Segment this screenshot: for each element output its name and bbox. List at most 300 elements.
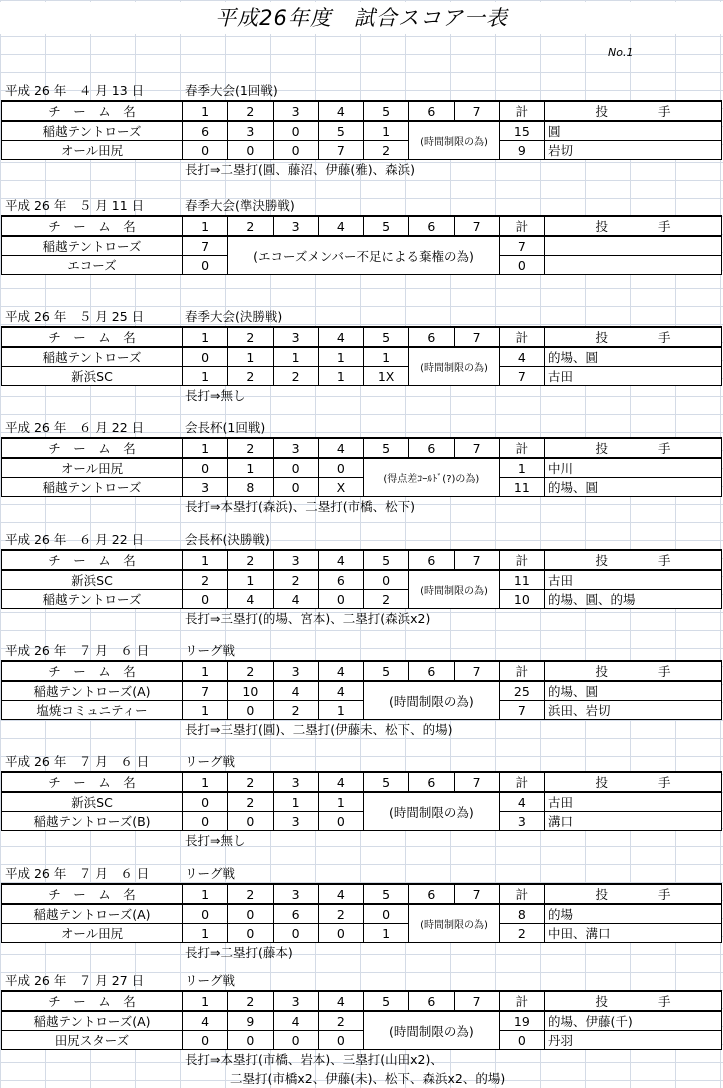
total-runs: 11 xyxy=(499,570,544,590)
inning-score: 6 xyxy=(183,121,228,141)
header-inning: 4 xyxy=(318,327,363,347)
header-total: 計 xyxy=(499,884,544,904)
header-inning: 1 xyxy=(183,772,228,792)
header-inning: 7 xyxy=(454,438,499,458)
header-inning: 7 xyxy=(454,991,499,1011)
inning-score: 0 xyxy=(183,1031,228,1050)
team-name: 稲越テントローズ xyxy=(2,590,183,609)
score-table xyxy=(1,771,722,831)
game-header xyxy=(0,971,723,990)
score-header-row xyxy=(2,991,722,1011)
game-block xyxy=(0,971,723,1088)
score-row xyxy=(2,121,722,141)
inning-score: 1 xyxy=(273,792,318,812)
header-inning: 3 xyxy=(273,216,318,236)
game-header xyxy=(0,530,723,549)
pitchers: 的場、圓 xyxy=(545,347,722,367)
header-inning: 5 xyxy=(364,661,409,681)
header-inning: 3 xyxy=(273,772,318,792)
inning-score: 1 xyxy=(364,924,409,943)
pitchers: 浜田、岩切 xyxy=(545,701,722,720)
score-table xyxy=(1,215,722,275)
header-inning: 7 xyxy=(454,661,499,681)
header-inning: 4 xyxy=(318,438,363,458)
inning-score: 0 xyxy=(318,924,363,943)
inning-score: 0 xyxy=(183,347,228,367)
score-row xyxy=(2,681,722,701)
header-total: 計 xyxy=(499,991,544,1011)
game-note: (時間制限の為) xyxy=(409,121,500,160)
game-date: 平成 26 年 ４ 月 13 日 xyxy=(5,83,145,98)
header-inning: 1 xyxy=(183,101,228,121)
inning-score: 1X xyxy=(364,367,409,386)
header-inning: 5 xyxy=(364,991,409,1011)
pitchers: 圓 xyxy=(545,121,722,141)
inning-score: 0 xyxy=(273,1031,318,1050)
team-name: 新浜SC xyxy=(2,792,183,812)
header-inning: 1 xyxy=(183,884,228,904)
header-total: 計 xyxy=(499,772,544,792)
header-pitcher: 投 手 xyxy=(545,216,722,236)
total-runs: 0 xyxy=(499,1031,544,1050)
team-name: 新浜SC xyxy=(2,570,183,590)
score-row xyxy=(2,924,722,943)
inning-score: 4 xyxy=(318,681,363,701)
inning-score: 2 xyxy=(273,367,318,386)
header-inning: 5 xyxy=(364,772,409,792)
extra-base-hits: 長打⇒無し xyxy=(185,833,246,848)
extra-base-hits xyxy=(0,275,723,294)
game-block xyxy=(0,530,723,628)
header-inning: 2 xyxy=(228,991,273,1011)
header-inning: 5 xyxy=(364,884,409,904)
header-inning: 6 xyxy=(409,101,454,121)
inning-score: 7 xyxy=(183,236,228,256)
inning-score: 3 xyxy=(228,121,273,141)
inning-score: 4 xyxy=(273,590,318,609)
inning-score: 1 xyxy=(318,792,363,812)
header-inning: 2 xyxy=(228,438,273,458)
header-inning: 6 xyxy=(409,772,454,792)
score-table xyxy=(1,660,722,720)
game-event: リーグ戦 xyxy=(185,866,236,881)
inning-score: 0 xyxy=(273,458,318,478)
header-inning: 4 xyxy=(318,991,363,1011)
game-block xyxy=(0,752,723,850)
team-name: エコーズ xyxy=(2,256,183,275)
total-runs: 4 xyxy=(499,792,544,812)
inning-score: 4 xyxy=(228,590,273,609)
inning-score: 2 xyxy=(318,904,363,924)
score-row xyxy=(2,1011,722,1031)
header-inning: 6 xyxy=(409,991,454,1011)
total-runs: 19 xyxy=(499,1011,544,1031)
header-inning: 2 xyxy=(228,327,273,347)
header-inning: 4 xyxy=(318,550,363,570)
header-inning: 4 xyxy=(318,884,363,904)
total-runs: 25 xyxy=(499,681,544,701)
header-inning: 2 xyxy=(228,101,273,121)
inning-score: 1 xyxy=(228,570,273,590)
inning-score: 1 xyxy=(183,924,228,943)
inning-score: 1 xyxy=(228,347,273,367)
score-header-row xyxy=(2,550,722,570)
header-pitcher: 投 手 xyxy=(545,991,722,1011)
header-team: チ ー ム 名 xyxy=(2,991,183,1011)
inning-score: 8 xyxy=(228,478,273,497)
score-table xyxy=(1,549,722,609)
header-inning: 3 xyxy=(273,438,318,458)
header-inning: 2 xyxy=(228,661,273,681)
score-row xyxy=(2,478,722,497)
header-inning: 6 xyxy=(409,884,454,904)
header-inning: 5 xyxy=(364,550,409,570)
pitchers: 丹羽 xyxy=(545,1031,722,1050)
header-inning: 2 xyxy=(228,216,273,236)
inning-score: X xyxy=(318,478,363,497)
header-inning: 2 xyxy=(228,772,273,792)
inning-score: 2 xyxy=(183,570,228,590)
game-block xyxy=(0,81,723,179)
total-runs: 0 xyxy=(499,256,544,275)
game-header xyxy=(0,641,723,660)
inning-score: 1 xyxy=(183,701,228,720)
pitchers: 的場、圓 xyxy=(545,478,722,497)
header-inning: 4 xyxy=(318,661,363,681)
header-inning: 4 xyxy=(318,216,363,236)
header-inning: 4 xyxy=(318,772,363,792)
header-total: 計 xyxy=(499,438,544,458)
inning-score: 2 xyxy=(273,701,318,720)
header-team: チ ー ム 名 xyxy=(2,884,183,904)
extra-base-hits: 長打⇒二塁打(藤本) xyxy=(185,945,293,960)
game-date: 平成 26 年 ７ 月 ６ 日 xyxy=(5,643,150,658)
header-team: チ ー ム 名 xyxy=(2,101,183,121)
header-team: チ ー ム 名 xyxy=(2,772,183,792)
inning-score: 3 xyxy=(183,478,228,497)
pitchers xyxy=(545,256,722,275)
header-inning: 3 xyxy=(273,884,318,904)
score-header-row xyxy=(2,101,722,121)
inning-score: 1 xyxy=(364,347,409,367)
game-note: (時間制限の為) xyxy=(409,570,500,609)
header-inning: 2 xyxy=(228,884,273,904)
inning-score: 1 xyxy=(318,367,363,386)
header-team: チ ー ム 名 xyxy=(2,216,183,236)
inning-score: 1 xyxy=(228,458,273,478)
score-header-row xyxy=(2,438,722,458)
page-number: No.1 xyxy=(608,46,634,59)
header-inning: 3 xyxy=(273,550,318,570)
inning-score: 9 xyxy=(228,1011,273,1031)
inning-score: 2 xyxy=(318,1011,363,1031)
header-inning: 7 xyxy=(454,772,499,792)
score-table xyxy=(1,883,722,943)
game-header xyxy=(0,81,723,100)
score-table xyxy=(1,100,722,160)
total-runs: 10 xyxy=(499,590,544,609)
score-header-row xyxy=(2,661,722,681)
header-inning: 6 xyxy=(409,438,454,458)
score-header-row xyxy=(2,884,722,904)
game-date: 平成 26 年 ６ 月 22 日 xyxy=(5,532,145,547)
total-runs: 15 xyxy=(499,121,544,141)
header-inning: 1 xyxy=(183,661,228,681)
header-inning: 7 xyxy=(454,101,499,121)
header-inning: 1 xyxy=(183,216,228,236)
header-team: チ ー ム 名 xyxy=(2,438,183,458)
game-event: 会長杯(決勝戦) xyxy=(185,532,270,547)
extra-base-hits: 長打⇒三塁打(的場、宮本)、二塁打(森浜x2) xyxy=(185,611,431,626)
team-name: オール田尻 xyxy=(2,458,183,478)
inning-score: 0 xyxy=(183,590,228,609)
score-row xyxy=(2,347,722,367)
inning-score: 0 xyxy=(318,812,363,831)
inning-score: 2 xyxy=(273,570,318,590)
pitchers: 古田 xyxy=(545,367,722,386)
game-date: 平成 26 年 ７ 月 27 日 xyxy=(5,973,145,988)
header-inning: 1 xyxy=(183,438,228,458)
game-header xyxy=(0,196,723,215)
pitchers: 岩切 xyxy=(545,141,722,160)
team-name: 稲越テントローズ(A) xyxy=(2,1011,183,1031)
score-table xyxy=(1,326,722,386)
extra-base-hits: 長打⇒無し xyxy=(185,388,246,403)
header-inning: 2 xyxy=(228,550,273,570)
pitchers: 的場、圓、的場 xyxy=(545,590,722,609)
extra-base-hits: 長打⇒本塁打(森浜)、二塁打(市橋、松下) xyxy=(185,499,415,514)
inning-score: 0 xyxy=(183,458,228,478)
game-header xyxy=(0,864,723,883)
inning-score: 0 xyxy=(183,256,228,275)
header-inning: 7 xyxy=(454,216,499,236)
header-pitcher: 投 手 xyxy=(545,772,722,792)
score-table xyxy=(1,990,722,1050)
total-runs: 7 xyxy=(499,236,544,256)
header-inning: 5 xyxy=(364,438,409,458)
team-name: 稲越テントローズ xyxy=(2,478,183,497)
header-inning: 7 xyxy=(454,327,499,347)
game-event: 春季大会(準決勝戦) xyxy=(185,198,295,213)
header-total: 計 xyxy=(499,101,544,121)
header-inning: 5 xyxy=(364,216,409,236)
score-row xyxy=(2,236,722,256)
score-row xyxy=(2,812,722,831)
score-row xyxy=(2,904,722,924)
game-date: 平成 26 年 ５ 月 25 日 xyxy=(5,309,145,324)
game-event: 春季大会(1回戦) xyxy=(185,83,278,98)
inning-score: 10 xyxy=(228,681,273,701)
header-pitcher: 投 手 xyxy=(545,884,722,904)
total-runs: 3 xyxy=(499,812,544,831)
header-inning: 3 xyxy=(273,327,318,347)
game-header xyxy=(0,752,723,771)
inning-score: 6 xyxy=(273,904,318,924)
score-header-row xyxy=(2,216,722,236)
team-name: 稲越テントローズ(A) xyxy=(2,904,183,924)
inning-score: 0 xyxy=(364,904,409,924)
game-note: (時間制限の為) xyxy=(409,904,500,943)
header-total: 計 xyxy=(499,327,544,347)
inning-score: 0 xyxy=(318,458,363,478)
inning-score: 0 xyxy=(183,792,228,812)
header-inning: 5 xyxy=(364,101,409,121)
score-row xyxy=(2,458,722,478)
header-pitcher: 投 手 xyxy=(545,550,722,570)
inning-score: 6 xyxy=(318,570,363,590)
team-name: 稲越テントローズ(B) xyxy=(2,812,183,831)
inning-score: 0 xyxy=(183,141,228,160)
game-date: 平成 26 年 ７ 月 ６ 日 xyxy=(5,754,150,769)
inning-score: 5 xyxy=(318,121,363,141)
total-runs: 7 xyxy=(499,367,544,386)
team-name: 新浜SC xyxy=(2,367,183,386)
game-note: (エコーズメンバー不足による棄権の為) xyxy=(228,236,500,275)
total-runs: 11 xyxy=(499,478,544,497)
game-block xyxy=(0,307,723,405)
game-header xyxy=(0,418,723,437)
inning-score: 0 xyxy=(228,812,273,831)
score-row xyxy=(2,1031,722,1050)
extra-base-hits: 長打⇒二塁打(圓、藤沼、伊藤(雅)、森浜) xyxy=(185,162,415,177)
total-runs: 4 xyxy=(499,347,544,367)
header-inning: 1 xyxy=(183,991,228,1011)
score-row xyxy=(2,367,722,386)
header-total: 計 xyxy=(499,216,544,236)
header-inning: 1 xyxy=(183,327,228,347)
header-inning: 6 xyxy=(409,550,454,570)
header-inning: 4 xyxy=(318,101,363,121)
score-table xyxy=(1,437,722,497)
score-row xyxy=(2,141,722,160)
header-team: チ ー ム 名 xyxy=(2,661,183,681)
total-runs: 7 xyxy=(499,701,544,720)
inning-score: 4 xyxy=(273,681,318,701)
game-note: (時間制限の為) xyxy=(364,1011,500,1050)
header-inning: 6 xyxy=(409,661,454,681)
inning-score: 1 xyxy=(273,347,318,367)
header-inning: 7 xyxy=(454,884,499,904)
total-runs: 9 xyxy=(499,141,544,160)
inning-score: 2 xyxy=(228,367,273,386)
inning-score: 0 xyxy=(318,1031,363,1050)
inning-score: 0 xyxy=(273,478,318,497)
header-team: チ ー ム 名 xyxy=(2,550,183,570)
team-name: 稲越テントローズ xyxy=(2,236,183,256)
header-total: 計 xyxy=(499,550,544,570)
header-inning: 3 xyxy=(273,991,318,1011)
extra-base-hits: 長打⇒三塁打(圓)、二塁打(伊藤未、松下、的場) xyxy=(185,722,453,737)
inning-score: 3 xyxy=(273,812,318,831)
game-note: (時間制限の為) xyxy=(364,681,500,720)
extra-base-hits: 二塁打(市橋x2、伊藤(未)、松下、森浜x2、的場) xyxy=(230,1071,506,1086)
extra-base-hits: 長打⇒本塁打(市橋、岩本)、三塁打(山田x2)、 xyxy=(185,1052,443,1067)
inning-score: 0 xyxy=(228,701,273,720)
header-inning: 7 xyxy=(454,550,499,570)
header-inning: 3 xyxy=(273,101,318,121)
total-runs: 8 xyxy=(499,904,544,924)
inning-score: 7 xyxy=(183,681,228,701)
pitchers: 古田 xyxy=(545,570,722,590)
inning-score: 1 xyxy=(318,347,363,367)
header-team: チ ー ム 名 xyxy=(2,327,183,347)
team-name: 塩焼コミュニティー xyxy=(2,701,183,720)
pitchers: 古田 xyxy=(545,792,722,812)
game-block xyxy=(0,196,723,294)
inning-score: 0 xyxy=(273,141,318,160)
game-event: 会長杯(1回戦) xyxy=(185,420,266,435)
inning-score: 2 xyxy=(364,590,409,609)
game-note: (時間制限の為) xyxy=(364,792,500,831)
score-row xyxy=(2,590,722,609)
inning-score: 1 xyxy=(364,121,409,141)
sheet-title: 平成26年度 試合スコア一表 xyxy=(0,2,723,34)
inning-score: 4 xyxy=(273,1011,318,1031)
game-block xyxy=(0,418,723,516)
team-name: 稲越テントローズ xyxy=(2,121,183,141)
game-date: 平成 26 年 ７ 月 ６ 日 xyxy=(5,866,150,881)
header-pitcher: 投 手 xyxy=(545,661,722,681)
header-inning: 1 xyxy=(183,550,228,570)
header-pitcher: 投 手 xyxy=(545,438,722,458)
game-date: 平成 26 年 ６ 月 22 日 xyxy=(5,420,145,435)
inning-score: 1 xyxy=(318,701,363,720)
pitchers xyxy=(545,236,722,256)
inning-score: 0 xyxy=(318,590,363,609)
score-row xyxy=(2,570,722,590)
score-header-row xyxy=(2,327,722,347)
game-block xyxy=(0,864,723,962)
header-total: 計 xyxy=(499,661,544,681)
inning-score: 0 xyxy=(273,121,318,141)
game-note: (得点差ｺｰﾙﾄﾞ(?)の為) xyxy=(364,458,500,497)
team-name: オール田尻 xyxy=(2,924,183,943)
game-event: リーグ戦 xyxy=(185,643,236,658)
game-event: リーグ戦 xyxy=(185,754,236,769)
inning-score: 0 xyxy=(364,570,409,590)
inning-score: 2 xyxy=(228,792,273,812)
header-inning: 6 xyxy=(409,327,454,347)
inning-score: 4 xyxy=(183,1011,228,1031)
inning-score: 1 xyxy=(183,367,228,386)
game-date: 平成 26 年 ５ 月 11 日 xyxy=(5,198,145,213)
score-row xyxy=(2,701,722,720)
inning-score: 0 xyxy=(228,904,273,924)
team-name: 稲越テントローズ xyxy=(2,347,183,367)
header-inning: 3 xyxy=(273,661,318,681)
inning-score: 0 xyxy=(228,141,273,160)
game-event: 春季大会(決勝戦) xyxy=(185,309,283,324)
team-name: 稲越テントローズ(A) xyxy=(2,681,183,701)
score-header-row xyxy=(2,772,722,792)
header-inning: 5 xyxy=(364,327,409,347)
pitchers: 中田、溝口 xyxy=(545,924,722,943)
pitchers: 的場 xyxy=(545,904,722,924)
header-inning: 6 xyxy=(409,216,454,236)
inning-score: 0 xyxy=(273,924,318,943)
pitchers: 的場、伊藤(千) xyxy=(545,1011,722,1031)
team-name: オール田尻 xyxy=(2,141,183,160)
pitchers: 的場、圓 xyxy=(545,681,722,701)
inning-score: 7 xyxy=(318,141,363,160)
inning-score: 0 xyxy=(228,924,273,943)
pitchers: 中川 xyxy=(545,458,722,478)
total-runs: 2 xyxy=(499,924,544,943)
team-name: 田尻スターズ xyxy=(2,1031,183,1050)
inning-score: 0 xyxy=(228,1031,273,1050)
inning-score: 0 xyxy=(183,812,228,831)
inning-score: 0 xyxy=(183,904,228,924)
